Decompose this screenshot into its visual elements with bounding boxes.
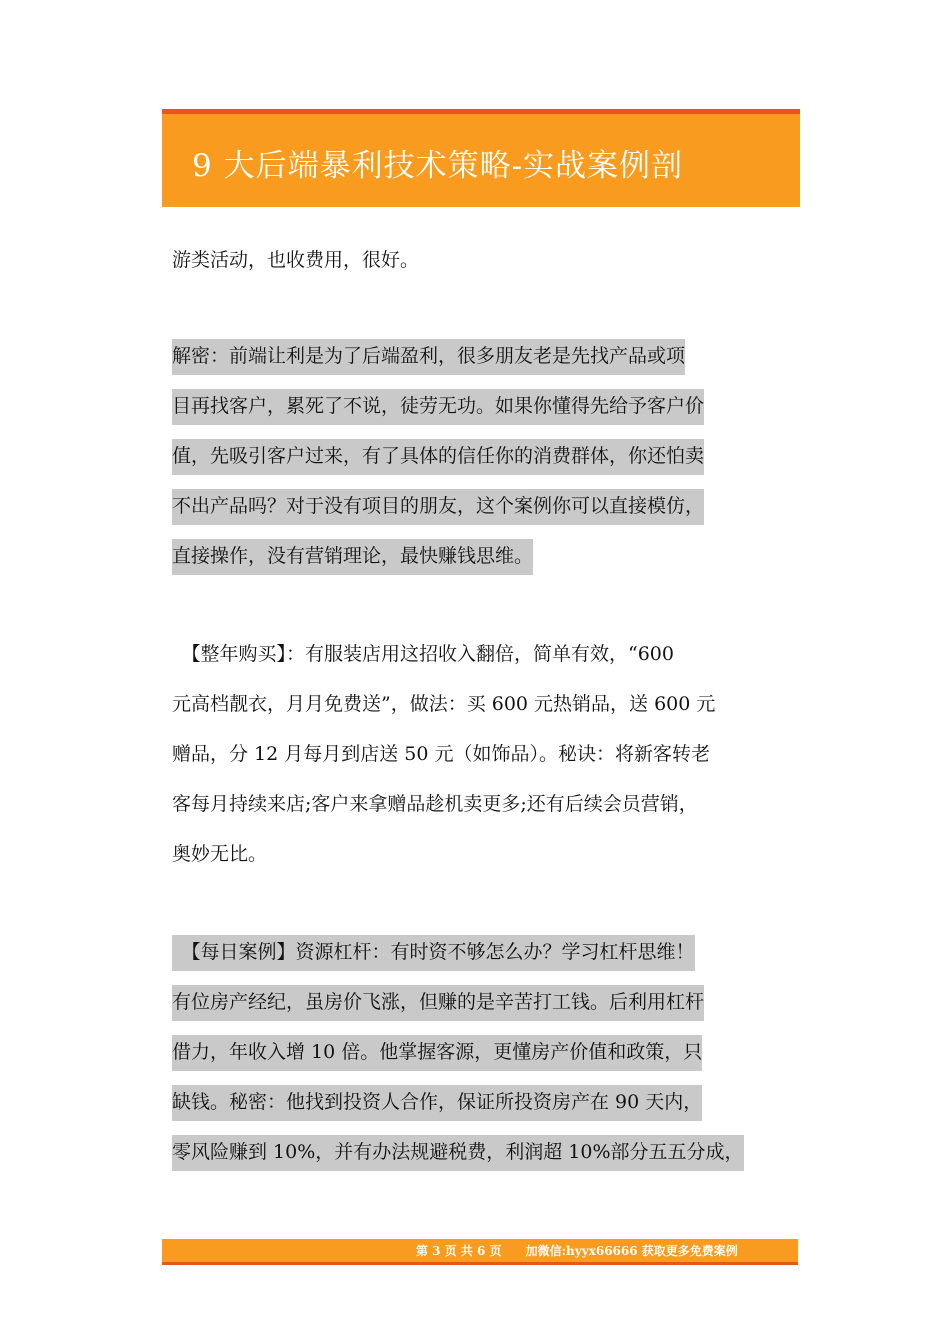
text-line <box>172 977 790 1027</box>
text-line <box>172 729 790 779</box>
header-banner <box>162 109 800 207</box>
text-line-content: 零风险赚到 10%，并有办法规避税费，利润超 10%部分五五分成， <box>172 1135 744 1171</box>
text-line <box>172 829 790 879</box>
text-line <box>172 629 790 679</box>
text-line-content: 赠品，分 12 月每月到店送 50 元（如饰品）。秘诀：将新客转老 <box>172 743 711 765</box>
footer-page-info: 第 3 页 共 6 页 加微信:hyyx66666 获取更多免费案例 <box>416 1244 738 1258</box>
text-line <box>172 779 790 829</box>
text-line-content: 目再找客户，累死了不说，徒劳无功。如果你懂得先给予客户价 <box>172 389 704 425</box>
paragraph-daily-case <box>172 927 790 1177</box>
text-line-content: 元高档靓衣，月月免费送”，做法：买 600 元热销品，送 600 元 <box>172 693 716 715</box>
text-line <box>172 1077 790 1127</box>
footer-bar <box>162 1239 798 1265</box>
paragraph-decryption <box>172 331 790 581</box>
text-line <box>172 331 790 381</box>
text-line-content: 奥妙无比。 <box>172 843 268 865</box>
text-line <box>172 1127 790 1177</box>
text-line <box>172 381 790 431</box>
text-line-content: 值，先吸引客户过来，有了具体的信任你的消费群体，你还怕卖 <box>172 439 704 475</box>
text-line-content: 缺钱。秘密：他找到投资人合作，保证所投资房产在 90 天内， <box>172 1085 702 1121</box>
text-line-content: 不出产品吗？对于没有项目的朋友，这个案例你可以直接模仿， <box>172 489 704 525</box>
paragraph-annual-purchase <box>172 629 790 879</box>
text-line <box>172 481 790 531</box>
text-line-content: 游类活动，也收费用，很好。 <box>172 249 420 271</box>
text-line <box>172 531 790 581</box>
text-line <box>172 927 790 977</box>
text-line-content: 有位房产经纪，虽房价飞涨，但赚的是辛苦打工钱。后利用杠杆 <box>172 985 704 1021</box>
text-line-content: 客每月持续来店;客户来拿赠品趁机卖更多;还有后续会员营销， <box>172 793 698 815</box>
text-line <box>172 431 790 481</box>
text-line-content: 直接操作，没有营销理论，最快赚钱思维。 <box>172 539 533 575</box>
text-line-content: 【整年购买】：有服装店用这招收入翻倍，简单有效，“600 <box>172 643 674 665</box>
text-line <box>172 1027 790 1077</box>
text-line-content: 解密：前端让利是为了后端盈利，很多朋友老是先找产品或项 <box>172 339 685 375</box>
text-line-content: 【每日案例】资源杠杆：有时资不够怎么办？学习杠杆思维！ <box>172 935 695 971</box>
page-title: 9 大后端暴利技术策略-实战案例剖 <box>192 148 684 184</box>
text-line <box>172 235 790 285</box>
paragraph-continuation <box>172 235 790 285</box>
text-line-content: 借力，年收入增 10 倍。他掌握客源，更懂房产价值和政策，只 <box>172 1035 702 1071</box>
text-line <box>172 679 790 729</box>
